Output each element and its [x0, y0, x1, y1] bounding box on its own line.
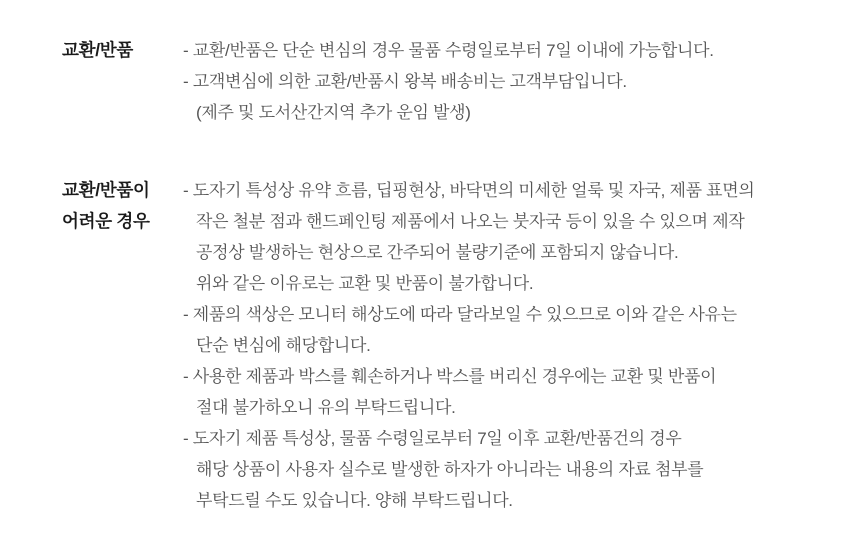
- policy-line: 위와 같은 이유로는 교환 및 반품이 불가합니다.: [196, 274, 534, 293]
- section-exchange-return: [62, 35, 840, 128]
- policy-line: - 도자기 제품 특성상, 물품 수령일로부터 7일 이후 교환/반품건의 경우: [183, 429, 682, 448]
- policy-line: - 사용한 제품과 박스를 훼손하거나 박스를 버리신 경우에는 교환 및 반품이: [183, 367, 717, 386]
- section-label-line: 교환/반품이: [62, 180, 150, 200]
- section-label: [62, 35, 183, 66]
- section-label-line: 교환/반품: [62, 40, 133, 60]
- policy-line: 절대 불가하오니 유의 부탁드립니다.: [196, 398, 456, 417]
- policy-line: 해당 상품이 사용자 실수로 발생한 하자가 아니라는 내용의 자료 첨부를: [196, 460, 704, 479]
- policy-line: - 고객변심에 의한 교환/반품시 왕복 배송비는 고객부담입니다.: [183, 72, 627, 91]
- section-label: [62, 175, 183, 237]
- section-label-line: 어려운 경우: [62, 211, 150, 231]
- policy-line: 공정상 발생하는 현상으로 간주되어 불량기준에 포함되지 않습니다.: [196, 243, 679, 262]
- policy-line: - 제품의 색상은 모니터 해상도에 따라 달라보일 수 있으므로 이와 같은 사유는: [183, 305, 737, 324]
- section-exchange-return-difficult: [62, 175, 840, 516]
- section-body: [183, 175, 840, 516]
- policy-line: 작은 철분 점과 핸드페인팅 제품에서 나오는 붓자국 등이 있을 수 있으며 제작: [196, 212, 745, 231]
- policy-line: (제주 및 도서산간지역 추가 운임 발생): [196, 103, 471, 122]
- policy-line: 부탁드릴 수도 있습니다. 양해 부탁드립니다.: [196, 491, 513, 510]
- policy-line: 단순 변심에 해당합니다.: [196, 336, 371, 355]
- section-body: [183, 35, 840, 128]
- policy-line: - 도자기 특성상 유약 흐름, 딥핑현상, 바닥면의 미세한 얼룩 및 자국, 제품 표면의: [183, 181, 755, 200]
- policy-line: - 교환/반품은 단순 변심의 경우 물품 수령일로부터 7일 이내에 가능합니다.: [183, 41, 714, 60]
